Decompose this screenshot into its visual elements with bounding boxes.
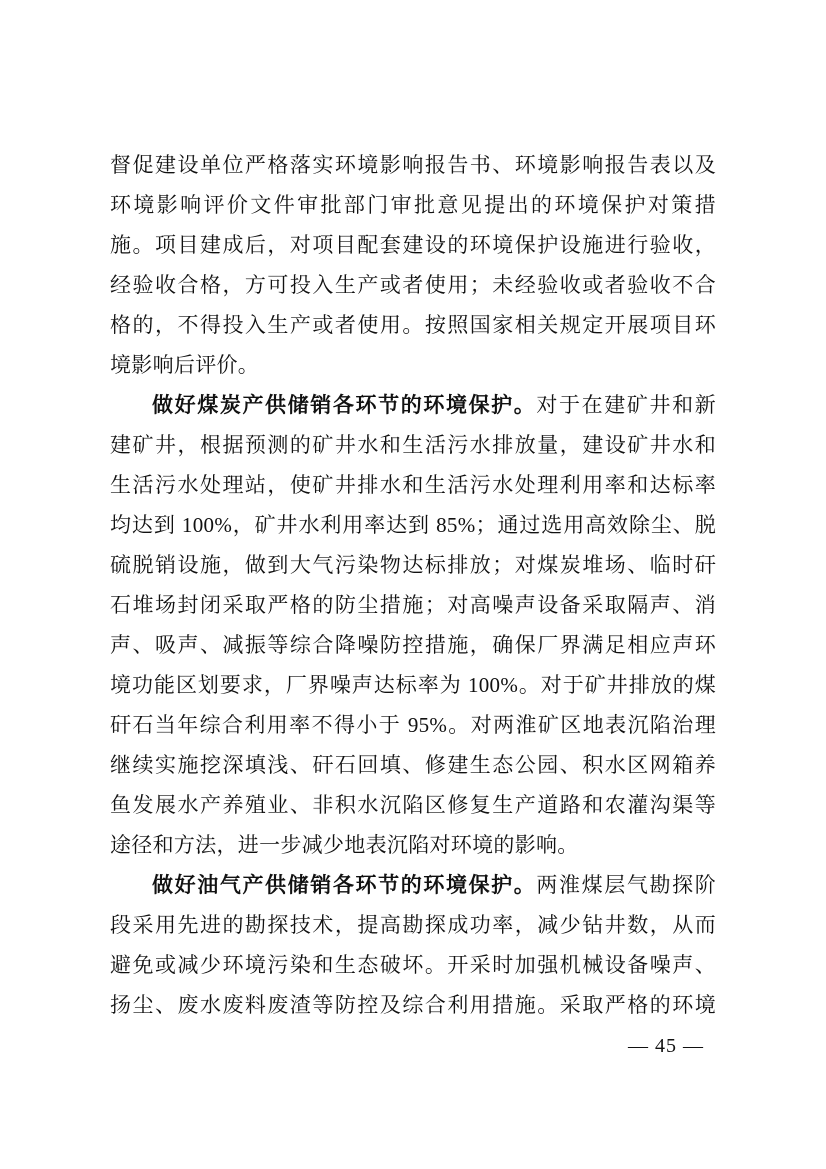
text-line: 途径和方法，进一步减少地表沉陷对环境的影响。 <box>110 833 579 857</box>
text-line: 境影响后评价。 <box>110 353 260 377</box>
text-line: 鱼发展水产养殖业、非积水沉陷区修复生产道路和农灌沟渠等 <box>110 793 716 817</box>
paragraph-continuation <box>110 145 716 385</box>
text-line: 格的，不得投入生产或者使用。按照国家相关规定开展项目环 <box>110 313 716 337</box>
page-number: — 45 — <box>628 1035 704 1057</box>
text-line: 继续实施挖深填浅、矸石回填、修建生态公园、积水区网箱养 <box>110 753 716 777</box>
text-line: 矸石当年综合利用率不得小于 95%。对两淮矿区地表沉陷治理 <box>110 713 716 737</box>
text-line: 扬尘、废水废料废渣等防控及综合利用措施。采取严格的环境 <box>110 993 716 1017</box>
paragraph-lead-bold: 做好油气产供储销各环节的环境保护。 <box>152 873 537 897</box>
paragraph-lead-rest: 对于在建矿井和新 <box>536 393 716 417</box>
text-line: 建矿井，根据预测的矿井水和生活污水排放量，建设矿井水和 <box>110 433 716 457</box>
text-line: 避免或减少环境污染和生态破坏。开采时加强机械设备噪声、 <box>110 953 716 977</box>
text-line <box>110 385 716 425</box>
text-line: 督促建设单位严格落实环境影响报告书、环境影响报告表以及 <box>110 153 716 177</box>
paragraph-lead-rest: 两淮煤层气勘探阶 <box>536 873 716 897</box>
text-line: 经验收合格，方可投入生产或者使用；未经验收或者验收不合 <box>110 273 716 297</box>
paragraph-coal-env-protection <box>110 385 716 865</box>
paragraph-lead-bold: 做好煤炭产供储销各环节的环境保护。 <box>152 393 537 417</box>
text-line: 环境影响评价文件审批部门审批意见提出的环境保护对策措 <box>110 193 716 217</box>
document-body <box>110 145 716 1025</box>
text-line <box>110 865 716 905</box>
page-footer <box>628 1033 704 1059</box>
text-line: 均达到 100%，矿井水利用率达到 85%；通过选用高效除尘、脱 <box>110 513 716 537</box>
text-line: 生活污水处理站，使矿井排水和生活污水处理利用率和达标率 <box>110 473 716 497</box>
paragraph-oilgas-env-protection <box>110 865 716 1025</box>
text-line: 境功能区划要求，厂界噪声达标率为 100%。对于矿井排放的煤 <box>110 673 716 697</box>
text-line: 施。项目建成后，对项目配套建设的环境保护设施进行验收， <box>110 233 716 257</box>
text-line: 硫脱销设施，做到大气污染物达标排放；对煤炭堆场、临时矸 <box>110 553 716 577</box>
text-line: 石堆场封闭采取严格的防尘措施；对高噪声设备采取隔声、消 <box>110 593 716 617</box>
text-line: 段采用先进的勘探技术，提高勘探成功率，减少钻井数，从而 <box>110 913 716 937</box>
text-line: 声、吸声、减振等综合降噪防控措施，确保厂界满足相应声环 <box>110 633 716 657</box>
